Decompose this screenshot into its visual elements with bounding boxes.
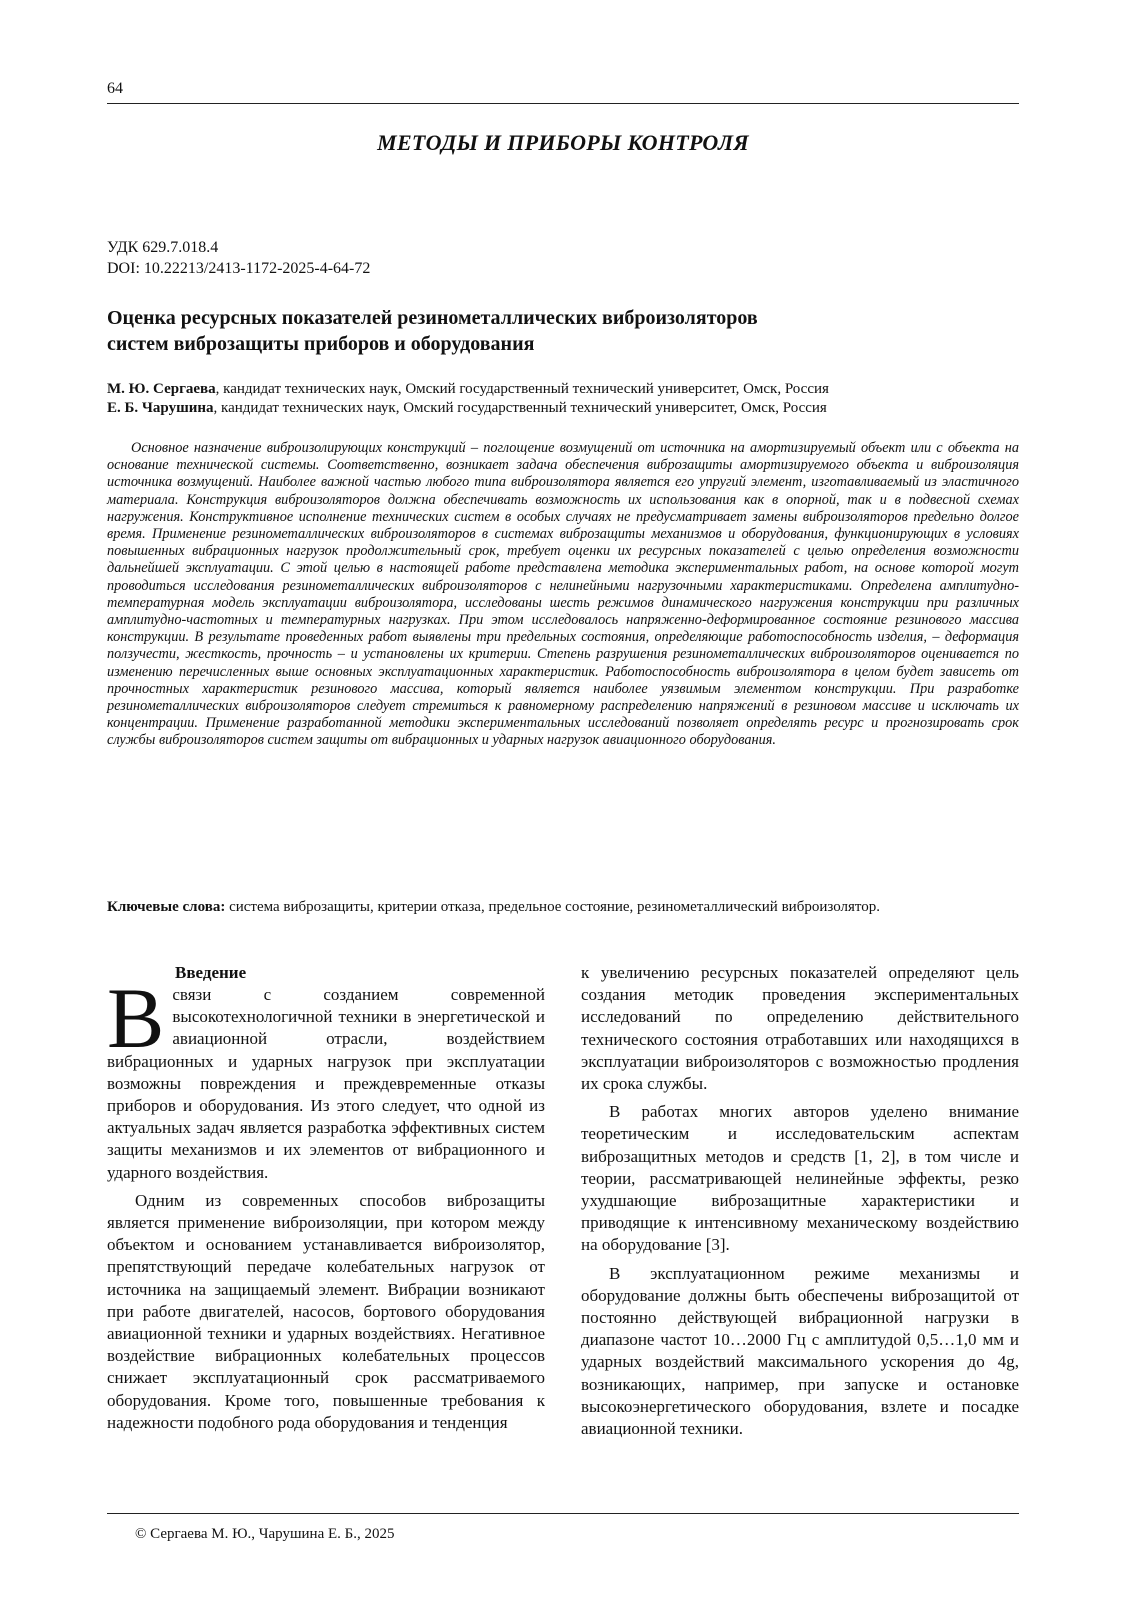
paragraph: В эксплуатационном режиме механизмы и оборудование должны быть обеспечены виброзащитой от постоянно действующей вибрационной нагрузки в диапазоне частот 10…2000 Гц с амплитудой 0,5…1,0 мм и ударных воздействий максимального ускорения до 4g, возникающих, например, при запуске и остановке высокоэнергетического оборудования, взлете и посадке авиационной техники. [581,1263,1019,1439]
section-title: МЕТОДЫ И ПРИБОРЫ КОНТРОЛЯ [377,130,749,155]
author-affiliation: , кандидат технических наук, Омский государственный технический университет, Омск, Россия [213,400,827,416]
page-number: 64 [107,80,123,97]
article-title-line1: Оценка ресурсных показателей резинометаллических виброизоляторов [107,307,758,329]
abstract: Основное назначение виброизолирующих конструкций – поглощение возмущений от источника на амортизируемый объект или с объекта на основание технической системы. Соответственно, возникает задача обеспечения виброзащиты амортизируемого объекта и виброизоляция источника возмущений. Наиболее важной частью любого типа виброизолятора является его упругий элемент, изготавливаемый из эластичного материала. Конструкция виброизоляторов должна обеспечивать возможность их использования как в опорной, так и в подвесной схемах нагружения. Конструктивное исполнение технических систем в особых случаях не предусматривает замены виброизоляторов предельно долгое время. Применение резинометаллических виброизоляторов в системах виброзащиты механизмов и оборудования, функционирующих в условиях повышенных вибрационных нагрузок продолжительный срок, требует оценки их ресурсных показателей с целью определения возможности дальнейшей эксплуатации. С этой целью в настоящей работе представлена методика экспериментальных работ, на основе которой могут проводиться исследования резинометаллических виброизоляторов с нелинейными нагрузочными характеристиками. Определена амплитудно-температурная модель эксплуатации виброизолятора, исследованы шесть режимов динамического нагружения конструкции при различных амплитудно-частотных и температурных нагрузках. При этом исследовалось напряженно-деформированное состояние резинового массива конструкции. В результате проведенных работ выявлены три предельных состояния, определяющие работоспособность изделия, – деформация ползучести, жесткость, прочность – и установлены их критерии. Степень разрушения резинометаллических виброизоляторов оценивается по изменению перечисленных выше основных эксплуатационных характеристик. Работоспособность виброизолятора в целом будет зависеть от прочностных характеристик резинового массива, который является наиболее уязвимым элементом конструкции. При разработке резинометаллических виброизоляторов следует стремиться к равномерному распределению напряжений в резиновом массиве и исключать их концентрации. Применение разработанной методики экспериментальных исследований позволяет определять ресурс и прогнозировать срок службы виброизоляторов систем защиты от вибрационных и ударных нагрузок авиационного оборудования. [107,440,1019,749]
copyright: © Сергаева М. Ю., Чарушина Е. Б., 2025 [135,1526,395,1542]
article-title-line2: систем виброзащиты приборов и оборудования [107,333,535,355]
body-column-right [581,962,1019,1446]
article-meta [107,237,370,279]
author-name: Е. Б. Чарушина [107,400,214,416]
footer-rule [107,1513,1019,1514]
author-affiliation: , кандидат технических наук, Омский государственный технический университет, Омск, Россия [215,381,829,397]
doi: DOI: 10.22213/2413-1172-2025-4-64-72 [107,260,371,277]
author-1 [107,380,1019,399]
author-2 [107,399,1019,418]
author-name: М. Ю. Сергаева [107,381,216,397]
authors [107,380,1019,418]
drop-cap: В [107,970,165,1066]
paragraph-text: связи с созданием современной высокотехнологичной техники в энергетической и авиационной отрасли, воздействием вибрационных и ударных нагрузок при эксплуатации возможны повреждения и преждевременные отказы приборов и оборудования. Из этого следует, что одной из актуальных задач является разработка эффективных систем защиты механизмов и их элементов от вибрационного и ударного воздействия. [107,985,545,1182]
udc-code: УДК 629.7.018.4 [107,239,219,256]
body-column-left [107,962,545,1440]
paragraph: к увеличению ресурсных показателей определяют цель создания методик проведения экспериментальных исследований по определению действительного технического состояния отработавших или находящихся в эксплуатации виброизоляторов с возможностью продления их срока службы. [581,963,1019,1094]
article-title [107,305,907,357]
keywords [107,898,1019,917]
paragraph: В работах многих авторов уделено внимание теоретическим и исследовательским аспектам виброзащитных методов и средств [1, 2], в том числе и теории, рассматривающей нелинейные эффекты, резко ухудшающие виброзащитные характеристики и приводящие к интенсивному механическому воздействию на оборудование [3]. [581,1102,1019,1255]
keywords-label: Ключевые слова: [107,899,226,915]
header-rule [107,103,1019,104]
paragraph: Одним из современных способов виброзащиты является применение виброизоляции, при котором между объектом и основанием устанавливается виброизолятор, препятствующий передаче колебательных нагрузок от источника на защищаемый элемент. Вибрации возникают при работе двигателей, насосов, бортового оборудования авиационной техники и ударных воздействиях. Негативное воздействие вибрационных колебательных процессов снижает эксплуатационный срок рассматриваемого оборудования. Кроме того, повышенные требования к надежности подобного рода оборудования и тенденция [107,1190,545,1432]
section-heading-introduction: Введение [175,963,247,982]
keywords-text: система виброзащиты, критерии отказа, предельное состояние, резинометаллический виброизолятор. [225,899,880,915]
